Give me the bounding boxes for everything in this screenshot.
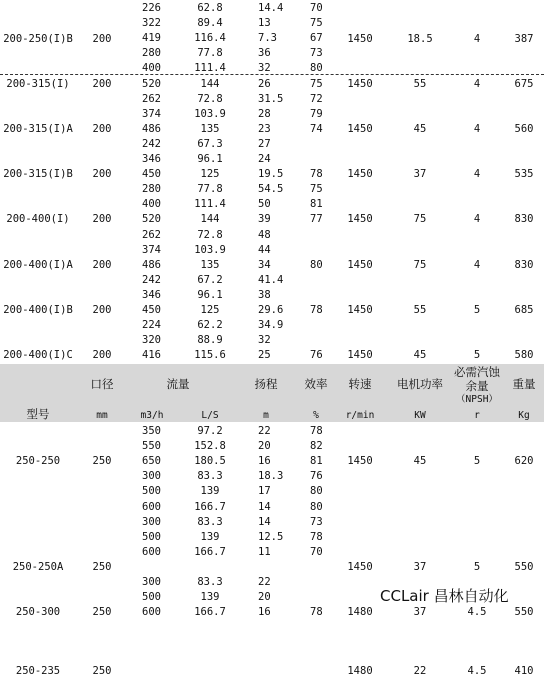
head-cell: 34 — [258, 258, 271, 271]
flow-m3h-cell: 262 — [142, 92, 161, 105]
power-cell: 37 — [413, 561, 427, 574]
header-weight: 重量 — [512, 377, 536, 391]
efficiency-cell: 80 — [310, 62, 323, 75]
flow-m3h-cell: 450 — [142, 304, 161, 316]
header-flow: 流量 — [166, 377, 190, 391]
flow-ls-cell: 139 — [200, 591, 220, 604]
efficiency-cell: 78 — [310, 304, 323, 316]
efficiency-cell: 78 — [310, 168, 323, 181]
watermark-logo: CCLair 昌林自动化 — [380, 587, 509, 605]
power-cell: 18.5 — [407, 33, 433, 45]
flow-ls-cell: 83.3 — [197, 576, 223, 588]
head-cell: 39 — [258, 213, 271, 226]
flow-ls-cell: 83.3 — [197, 515, 223, 528]
efficiency-cell: 81 — [310, 455, 323, 468]
flow-m3h-cell: 242 — [142, 137, 161, 150]
flow-ls-cell: 72.8 — [197, 92, 223, 105]
power-cell: 45 — [413, 455, 427, 467]
caliber-cell: 200 — [92, 258, 112, 271]
power-cell: 55 — [413, 77, 427, 90]
header-npsh-line3: （NPSH） — [456, 394, 498, 405]
head-cell: 31.5 — [258, 92, 284, 105]
head-cell: 54.5 — [258, 183, 284, 196]
flow-ls-cell: 83.3 — [197, 470, 223, 483]
flow-ls-cell: 77.8 — [197, 47, 223, 60]
flow-m3h-cell: 280 — [142, 47, 161, 60]
flow-m3h-cell: 346 — [142, 288, 161, 301]
flow-ls-cell: 67.2 — [197, 273, 223, 286]
model-cell: 200-400(I) — [6, 213, 70, 226]
speed-cell: 1480 — [347, 606, 373, 619]
flow-ls-cell: 89.4 — [197, 17, 223, 30]
flow-m3h-cell: 262 — [142, 228, 161, 241]
head-cell: 32 — [258, 334, 271, 347]
flow-ls-cell: 67.3 — [197, 137, 223, 150]
weight-cell: 685 — [514, 304, 534, 316]
head-cell: 23 — [258, 122, 271, 135]
weight-cell: 387 — [514, 33, 534, 45]
head-cell: 14 — [258, 515, 271, 528]
flow-m3h-cell: 226 — [142, 2, 161, 14]
power-cell: 45 — [413, 122, 427, 135]
efficiency-cell: 75 — [310, 183, 323, 196]
caliber-cell: 200 — [92, 349, 112, 362]
model-cell: 250-235 — [15, 664, 61, 677]
flow-ls-cell: 166.7 — [194, 606, 226, 619]
flow-ls-cell: 139 — [200, 530, 220, 543]
head-cell: 17 — [258, 485, 271, 498]
head-cell: 14.4 — [258, 2, 284, 14]
speed-cell: 1450 — [347, 122, 373, 135]
model-cell: 250-300 — [15, 606, 61, 619]
npsh-cell: 4 — [473, 77, 481, 90]
power-cell: 75 — [413, 258, 427, 271]
caliber-cell: 200 — [92, 168, 112, 181]
unit-efficiency: % — [313, 410, 319, 421]
flow-m3h-cell: 500 — [142, 591, 161, 604]
head-cell: 11 — [258, 545, 271, 558]
head-cell: 24 — [258, 153, 271, 165]
head-cell: 41.4 — [258, 273, 284, 286]
flow-m3h-cell: 416 — [142, 349, 161, 362]
head-cell: 20 — [258, 440, 271, 453]
flow-m3h-cell: 486 — [142, 258, 161, 271]
npsh-cell: 5 — [473, 561, 481, 574]
flow-m3h-cell: 374 — [142, 107, 161, 120]
flow-m3h-cell: 500 — [142, 530, 161, 543]
flow-m3h-cell: 280 — [142, 183, 161, 196]
weight-cell: 620 — [514, 455, 534, 467]
flow-ls-cell: 144 — [200, 77, 220, 90]
caliber-cell: 200 — [92, 77, 112, 90]
flow-m3h-cell: 374 — [142, 243, 161, 256]
caliber-cell: 200 — [92, 213, 112, 226]
head-cell: 27 — [258, 137, 271, 150]
flow-m3h-cell: 450 — [142, 168, 161, 181]
efficiency-cell: 81 — [310, 198, 323, 211]
head-cell: 22 — [258, 425, 271, 437]
speed-cell: 1450 — [347, 33, 373, 45]
head-cell: 48 — [258, 228, 271, 241]
efficiency-cell: 70 — [310, 545, 323, 558]
efficiency-cell: 79 — [310, 107, 323, 120]
weight-cell: 550 — [514, 561, 534, 574]
flow-m3h-cell: 419 — [142, 32, 161, 45]
power-cell: 37 — [413, 168, 427, 181]
power-cell: 22 — [413, 664, 427, 677]
flow-m3h-cell: 322 — [142, 17, 161, 30]
speed-cell: 1450 — [347, 213, 373, 226]
efficiency-cell: 74 — [310, 122, 323, 135]
head-cell: 25 — [258, 349, 271, 362]
flow-ls-cell: 125 — [200, 304, 220, 316]
efficiency-cell: 78 — [310, 530, 323, 543]
flow-ls-cell: 62.2 — [197, 319, 223, 332]
weight-cell: 560 — [514, 122, 534, 135]
efficiency-cell: 80 — [310, 500, 323, 513]
efficiency-cell: 80 — [310, 258, 323, 271]
npsh-cell: 4 — [473, 33, 481, 45]
flow-ls-cell: 135 — [200, 258, 220, 271]
head-cell: 28 — [258, 107, 271, 120]
speed-cell: 1450 — [347, 561, 373, 574]
flow-ls-cell: 97.2 — [197, 425, 223, 437]
flow-m3h-cell: 600 — [142, 606, 161, 619]
head-cell: 16 — [258, 455, 271, 468]
efficiency-cell: 70 — [310, 2, 323, 14]
npsh-cell: 4.5 — [467, 664, 487, 677]
power-cell: 37 — [413, 606, 427, 619]
flow-ls-cell: 116.4 — [194, 32, 226, 45]
unit-speed: r/min — [345, 410, 375, 421]
power-cell: 75 — [413, 213, 427, 226]
speed-cell: 1450 — [347, 168, 373, 181]
flow-ls-cell: 135 — [200, 122, 220, 135]
head-cell: 7.3 — [258, 32, 277, 45]
head-cell: 38 — [258, 288, 271, 301]
unit-flow-ls: L/S — [201, 410, 219, 421]
flow-m3h-cell: 520 — [142, 213, 161, 226]
model-cell: 200-315(I) — [6, 77, 70, 90]
unit-flow-m3h: m3/h — [140, 410, 164, 421]
flow-ls-cell: 72.8 — [197, 228, 223, 241]
head-cell: 44 — [258, 243, 271, 256]
efficiency-cell: 80 — [310, 485, 323, 498]
head-cell: 14 — [258, 500, 271, 513]
unit-head: m — [263, 410, 269, 421]
flow-m3h-cell: 224 — [142, 319, 161, 332]
head-cell: 12.5 — [258, 530, 284, 543]
flow-ls-cell: 125 — [200, 168, 220, 181]
header-motor-power: 电机功率 — [397, 377, 443, 391]
npsh-cell: 5 — [473, 304, 481, 316]
weight-cell: 830 — [514, 258, 534, 271]
flow-ls-cell: 103.9 — [194, 243, 226, 256]
flow-m3h-cell: 300 — [142, 470, 161, 483]
speed-cell: 1450 — [347, 455, 373, 467]
head-cell: 18.3 — [258, 470, 284, 483]
flow-m3h-cell: 320 — [142, 334, 161, 347]
flow-ls-cell: 96.1 — [197, 153, 223, 165]
flow-m3h-cell: 350 — [142, 425, 161, 437]
flow-ls-cell: 96.1 — [197, 288, 223, 301]
head-cell: 13 — [258, 17, 271, 30]
npsh-cell: 4 — [473, 122, 481, 135]
model-cell: 200-315(I)B — [3, 168, 73, 181]
weight-cell: 830 — [514, 213, 534, 226]
caliber-cell: 250 — [92, 664, 112, 677]
unit-npsh: r — [474, 410, 480, 421]
head-cell: 20 — [258, 591, 271, 604]
unit-weight: Kg — [518, 410, 530, 421]
flow-m3h-cell: 550 — [142, 440, 161, 453]
head-cell: 32 — [258, 62, 271, 75]
header-caliber: 口径 — [90, 377, 114, 391]
flow-ls-cell: 115.6 — [194, 349, 226, 362]
header-npsh-line1: 必需汽蚀 — [454, 365, 500, 379]
model-cell: 250-250 — [15, 455, 61, 467]
model-cell: 200-400(I)C — [3, 349, 73, 362]
model-cell: 200-315(I)A — [3, 122, 73, 135]
weight-cell: 410 — [514, 664, 534, 677]
efficiency-cell: 73 — [310, 47, 323, 60]
flow-m3h-cell: 486 — [142, 122, 161, 135]
flow-m3h-cell: 500 — [142, 485, 161, 498]
efficiency-cell: 77 — [310, 213, 323, 226]
flow-ls-cell: 77.8 — [197, 183, 223, 196]
flow-ls-cell: 180.5 — [194, 455, 226, 468]
header-speed: 转速 — [348, 377, 372, 391]
speed-cell: 1450 — [347, 258, 373, 271]
head-cell: 34.9 — [258, 319, 284, 332]
head-cell: 29.6 — [258, 304, 284, 316]
speed-cell: 1480 — [347, 664, 373, 677]
power-cell: 55 — [413, 304, 427, 316]
flow-m3h-cell: 242 — [142, 273, 161, 286]
efficiency-cell: 82 — [310, 440, 323, 453]
flow-ls-cell: 62.8 — [197, 2, 223, 14]
flow-ls-cell: 166.7 — [194, 545, 226, 558]
flow-m3h-cell: 650 — [142, 455, 161, 468]
model-cell: 250-250A — [12, 561, 64, 574]
flow-ls-cell: 152.8 — [194, 440, 226, 453]
unit-power: KW — [414, 410, 426, 421]
flow-ls-cell: 103.9 — [194, 107, 226, 120]
efficiency-cell: 75 — [310, 17, 323, 30]
model-cell: 200-250(I)B — [3, 33, 73, 45]
caliber-cell: 200 — [92, 33, 112, 45]
flow-m3h-cell: 400 — [142, 198, 161, 211]
head-cell: 16 — [258, 606, 271, 619]
efficiency-cell: 76 — [310, 470, 323, 483]
npsh-cell: 4.5 — [467, 606, 487, 619]
flow-ls-cell: 111.4 — [194, 62, 226, 75]
flow-ls-cell: 111.4 — [194, 198, 226, 211]
flow-ls-cell: 166.7 — [194, 500, 226, 513]
efficiency-cell: 72 — [310, 92, 323, 105]
head-cell: 22 — [258, 576, 271, 588]
weight-cell: 580 — [514, 349, 534, 362]
caliber-cell: 200 — [92, 304, 112, 316]
flow-ls-cell: 88.9 — [197, 334, 223, 347]
npsh-cell: 4 — [473, 213, 481, 226]
header-npsh-line2: 余量 — [465, 379, 489, 393]
caliber-cell: 250 — [92, 606, 112, 619]
header-model: 型号 — [26, 407, 50, 421]
header-head: 扬程 — [254, 377, 278, 391]
speed-cell: 1450 — [347, 304, 373, 316]
flow-m3h-cell: 520 — [142, 77, 161, 90]
npsh-cell: 5 — [473, 455, 481, 467]
weight-cell: 535 — [514, 168, 534, 181]
flow-m3h-cell: 600 — [142, 545, 161, 558]
head-cell: 26 — [258, 77, 271, 90]
section-divider — [0, 74, 544, 75]
flow-m3h-cell: 346 — [142, 153, 161, 165]
model-cell: 200-400(I)B — [3, 304, 73, 316]
npsh-cell: 4 — [473, 168, 481, 181]
efficiency-cell: 76 — [310, 349, 323, 362]
head-cell: 50 — [258, 198, 271, 211]
weight-cell: 550 — [514, 606, 534, 619]
speed-cell: 1450 — [347, 349, 373, 362]
flow-ls-cell: 139 — [200, 485, 220, 498]
efficiency-cell: 73 — [310, 515, 323, 528]
speed-cell: 1450 — [347, 77, 373, 90]
caliber-cell: 250 — [92, 561, 112, 574]
flow-m3h-cell: 400 — [142, 62, 161, 75]
flow-m3h-cell: 600 — [142, 500, 161, 513]
head-cell: 19.5 — [258, 168, 284, 181]
power-cell: 45 — [413, 349, 427, 362]
efficiency-cell: 78 — [310, 606, 323, 619]
unit-caliber: mm — [96, 410, 108, 421]
efficiency-cell: 67 — [310, 32, 323, 45]
efficiency-cell: 78 — [310, 425, 323, 437]
model-cell: 200-400(I)A — [3, 258, 73, 271]
weight-cell: 675 — [514, 77, 534, 90]
header-efficiency: 效率 — [304, 377, 328, 391]
caliber-cell: 250 — [92, 455, 112, 467]
caliber-cell: 200 — [92, 122, 112, 135]
head-cell: 36 — [258, 47, 271, 60]
flow-m3h-cell: 300 — [142, 576, 161, 588]
flow-m3h-cell: 300 — [142, 515, 161, 528]
flow-ls-cell: 144 — [200, 213, 220, 226]
npsh-cell: 5 — [473, 349, 481, 362]
efficiency-cell: 75 — [310, 77, 323, 90]
npsh-cell: 4 — [473, 258, 481, 271]
